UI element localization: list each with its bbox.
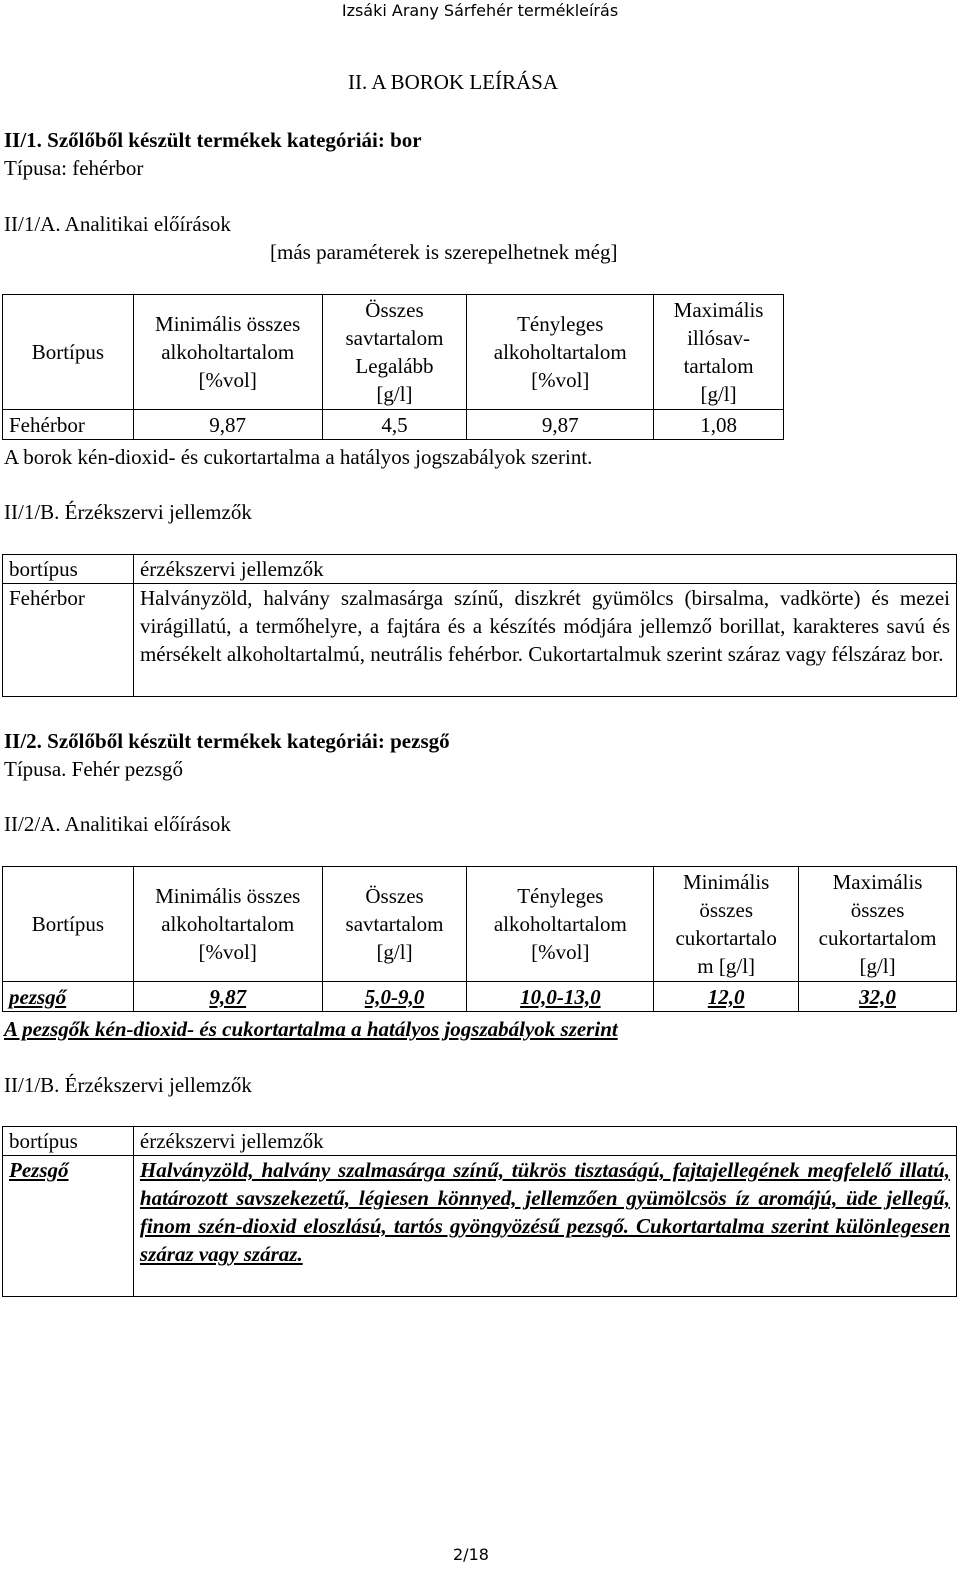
s1-analytic-note: [más paraméterek is szerepelhetnek még] xyxy=(270,240,618,264)
s1-sensory-col2-header: érzékszervi jellemzők xyxy=(133,555,956,584)
s1-cell-total-acid: 4,5 xyxy=(322,410,467,440)
document-header: Izsáki Arany Sárfehér termékleírás xyxy=(341,1,619,20)
s2-th-min-alcohol: Minimális összes alkoholtartalom [%vol] xyxy=(133,867,322,982)
s2-th-min-sugar: Minimális összes cukortartalo m [g/l] xyxy=(654,867,799,982)
s1-sensory-header-row xyxy=(3,555,957,584)
s2-cell-type: pezsgő xyxy=(3,982,134,1012)
s1-th-bortipus: Bortípus xyxy=(3,295,134,410)
s2-th-max-sugar: Maximális összes cukortartalom [g/l] xyxy=(799,867,957,982)
table-row xyxy=(3,584,957,697)
s1-type: Típusa: fehérbor xyxy=(4,156,144,180)
s2-cell-max-sugar: 32,0 xyxy=(799,982,957,1012)
s1-note: A borok kén-dioxid- és cukortartalma a hatályos jogszabályok szerint. xyxy=(4,445,593,469)
table-row xyxy=(3,1156,957,1297)
s1-sensory-text: Halványzöld, halvány szalmasárga színű, diszkrét gyümölcs (birsalma, vadkörte) és mezei virágillatú, a termőhelyre, a fajtára és a készítés módjára jellemző borillat, karakteres savú és mérsékelt alkoholtartalmú, neutrális fehérbor. Cukortartalmuk szerint száraz vagy félszáraz bor. xyxy=(133,584,956,697)
s2-sensory-heading: II/1/B. Érzékszervi jellemzők xyxy=(4,1073,252,1097)
s2-th-actual-alcohol: Tényleges alkoholtartalom [%vol] xyxy=(467,867,654,982)
s1-cell-type: Fehérbor xyxy=(3,410,134,440)
s2-cell-min-sugar: 12,0 xyxy=(654,982,799,1012)
s2-sensory-header-row xyxy=(3,1127,957,1156)
s2-sensory-type: Pezsgő xyxy=(3,1156,134,1297)
s2-analytic-table xyxy=(2,866,957,1012)
s1-sensory-table xyxy=(2,554,957,697)
s1-sensory-type: Fehérbor xyxy=(3,584,134,697)
s2-sensory-table xyxy=(2,1126,957,1297)
s1-th-actual-alcohol: Tényleges alkoholtartalom [%vol] xyxy=(467,295,654,410)
s2-sensory-col1-header: bortípus xyxy=(3,1127,134,1156)
s1-sensory-heading: II/1/B. Érzékszervi jellemzők xyxy=(4,500,252,524)
s2-cell-actual-alcohol: 10,0-13,0 xyxy=(467,982,654,1012)
s1-analytic-heading: II/1/A. Analitikai előírások xyxy=(4,212,231,236)
s1-table-header-row xyxy=(3,295,784,410)
s1-sensory-col1-header: bortípus xyxy=(3,555,134,584)
s1-cell-max-volatile-acid: 1,08 xyxy=(654,410,784,440)
s2-cell-total-acid: 5,0-9,0 xyxy=(322,982,467,1012)
s2-sensory-text: Halványzöld, halvány szalmasárga színű, tükrös tisztaságú, fajtajellegének megfelelő illatú, határozott savszekezetű, légiesen könnyed, jellemzően gyümölcsös íz aromájú, üde jellegű, finom szén-dioxid eloszlású, tartós gyöngyözésű pezsgő. Cukortartalma szerint különlegesen száraz vagy száraz. xyxy=(133,1156,956,1297)
s1-heading: II/1. Szőlőből készült termékek kategóriái: bor xyxy=(4,128,422,152)
s2-analytic-heading: II/2/A. Analitikai előírások xyxy=(4,812,231,836)
s2-th-bortipus: Bortípus xyxy=(3,867,134,982)
s2-table-header-row xyxy=(3,867,957,982)
s1-cell-min-alcohol: 9,87 xyxy=(133,410,322,440)
s1-analytic-table xyxy=(2,294,784,440)
s1-cell-actual-alcohol: 9,87 xyxy=(467,410,654,440)
s1-th-total-acid: Összes savtartalom Legalább [g/l] xyxy=(322,295,467,410)
s2-th-total-acid: Összes savtartalom [g/l] xyxy=(322,867,467,982)
s2-sensory-col2-header: érzékszervi jellemzők xyxy=(133,1127,956,1156)
s2-note: A pezsgők kén-dioxid- és cukortartalma a hatályos jogszabályok szerint xyxy=(4,1017,618,1041)
s2-type: Típusa. Fehér pezsgő xyxy=(4,757,184,781)
s1-th-max-volatile-acid: Maximális illósav- tartalom [g/l] xyxy=(654,295,784,410)
page-number: 2/18 xyxy=(453,1545,489,1564)
s1-th-min-alcohol: Minimális összes alkoholtartalom [%vol] xyxy=(133,295,322,410)
section-title: II. A BOROK LEÍRÁSA xyxy=(348,70,559,94)
table-row xyxy=(3,410,784,440)
s2-heading: II/2. Szőlőből készült termékek kategóriái: pezsgő xyxy=(4,729,450,753)
s2-cell-min-alcohol: 9,87 xyxy=(133,982,322,1012)
table-row xyxy=(3,982,957,1012)
